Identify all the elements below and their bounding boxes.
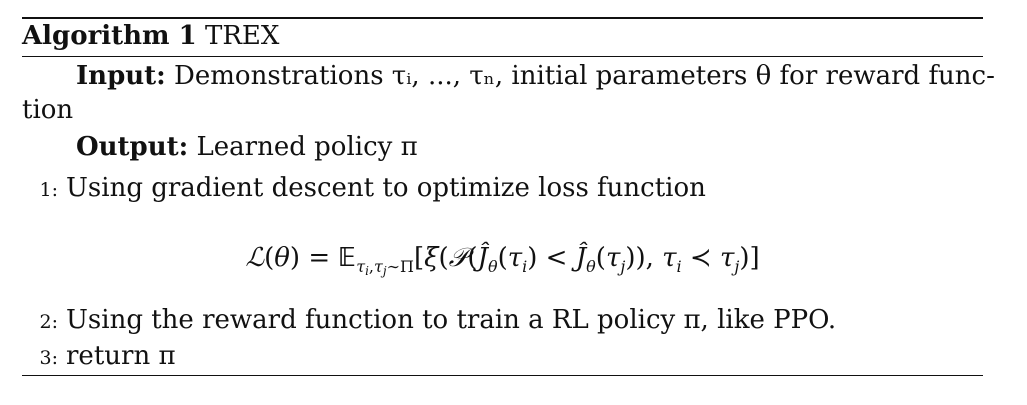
input-line-continued [22,93,73,127]
output-text: Learned policy π [196,132,418,162]
input-text: Demonstrations τᵢ, ..., τₙ, initial parameters θ for reward func- [174,61,995,91]
step-1 [22,171,706,207]
step-text: Using gradient descent to optimize loss function [66,173,706,203]
algorithm-title [22,19,279,53]
algorithm-label: Algorithm 1 [22,21,197,51]
input-label: Input: [76,61,166,91]
input-text-continued: tion [22,95,74,125]
input-line [76,59,995,93]
algorithm-name: TREX [204,21,280,51]
step-number: 1: [39,179,58,201]
bottom-rule [22,375,983,376]
step-text: Using the reward function to train a RL policy π, like PPO. [66,305,837,335]
output-label: Output: [76,132,189,162]
step-2 [22,303,836,339]
step-text: return π [66,341,176,371]
step-number: 2: [39,311,58,333]
loss-formula: ℒ(θ) = $𝔼_{\tau_i,\tau_j\sim\Pi}[\xi(𝒫(Ĵ_\theta(\tau_i)$ < $Ĵ_\theta(\tau_j)$), $\tau_i$ ≺ $\tau_j$)] [245,243,760,278]
step-3 [22,339,176,375]
title-rule [22,56,983,57]
output-line [76,130,418,164]
step-number: 3: [39,347,58,369]
